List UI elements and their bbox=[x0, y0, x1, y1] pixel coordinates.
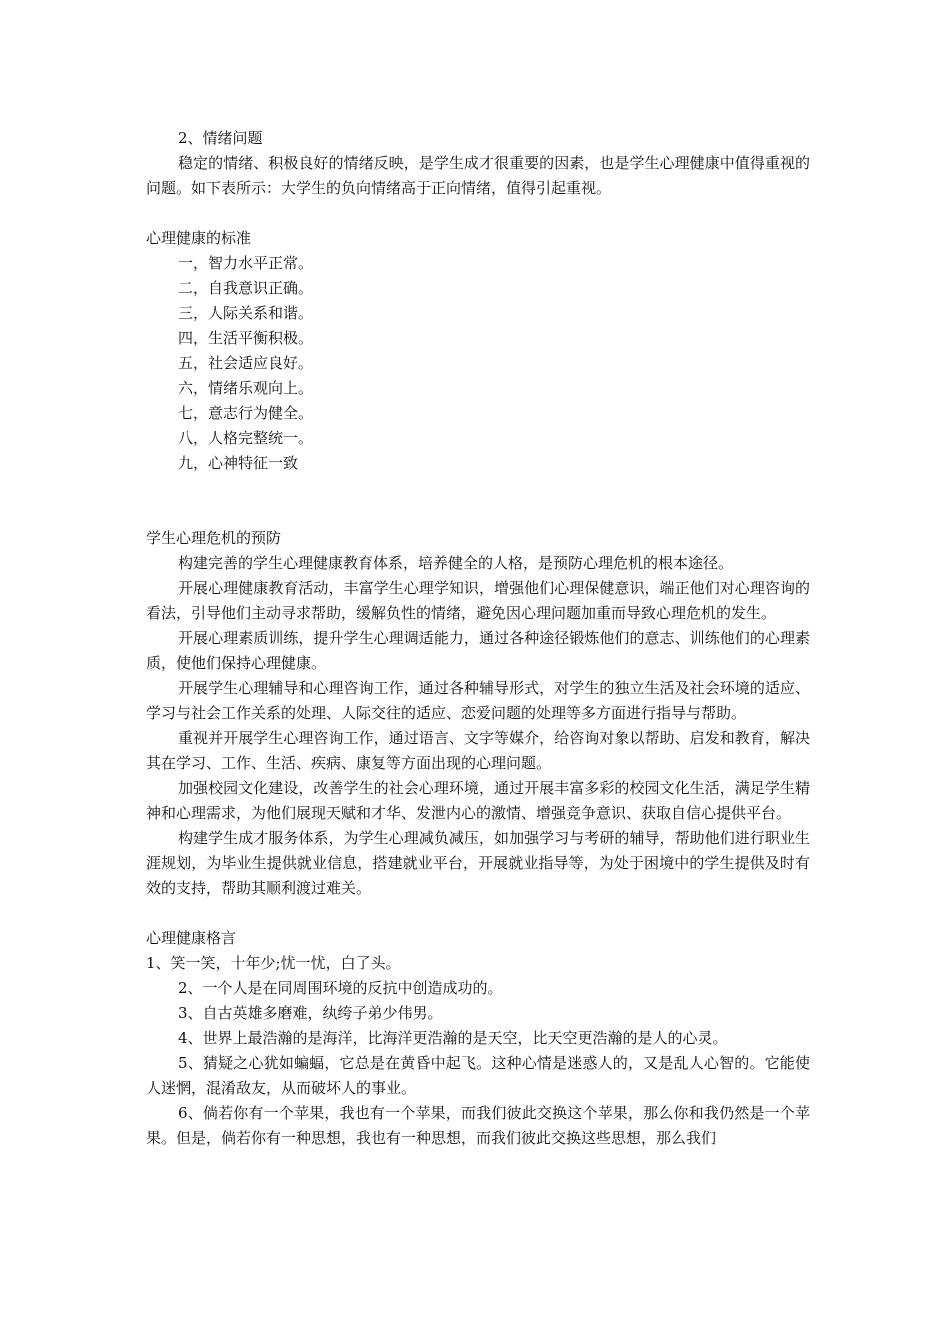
emotion-heading: 2、情绪问题 bbox=[178, 129, 263, 147]
standards-item: 六，情绪乐观向上。 bbox=[178, 379, 314, 397]
standards-item: 一，智力水平正常。 bbox=[178, 254, 314, 272]
prevention-paragraph: 重视并开展学生心理咨询工作，通过语言、文字等媒介，给咨询对象以帮助、启发和教育，解决其在学习、工作、生活、疾病、康复等方面出现的心理问题。 bbox=[146, 729, 810, 772]
prevention-paragraph: 构建完善的学生心理健康教育体系，培养健全的人格，是预防心理危机的根本途径。 bbox=[178, 554, 734, 572]
motto-item: 1、笑一笑，十年少;忧一忧，白了头。 bbox=[146, 954, 401, 972]
standards-item: 八，人格完整统一。 bbox=[178, 429, 314, 447]
standards-item: 九，心神特征一致 bbox=[178, 454, 299, 472]
mottos-heading: 心理健康格言 bbox=[146, 929, 237, 947]
prevention-paragraph: 开展心理素质训练，提升学生心理调适能力，通过各种途径锻炼他们的意志、训练他们的心理素质，使他们保持心理健康。 bbox=[146, 629, 810, 672]
standards-heading: 心理健康的标准 bbox=[146, 229, 252, 247]
motto-item: 6、倘若你有一个苹果，我也有一个苹果，而我们彼此交换这个苹果，那么你和我仍然是一个苹果。但是，倘若你有一种思想，我也有一种思想，而我们彼此交换这些思想，那么我们 bbox=[146, 1104, 810, 1147]
motto-item: 4、世界上最浩瀚的是海洋，比海洋更浩瀚的是天空，比天空更浩瀚的是人的心灵。 bbox=[178, 1029, 728, 1047]
spacer bbox=[146, 201, 810, 226]
motto-item: 3、自古英雄多磨难，纨绔子弟少伟男。 bbox=[178, 1004, 443, 1022]
standards-item: 七，意志行为健全。 bbox=[178, 404, 314, 422]
spacer bbox=[146, 476, 810, 526]
prevention-paragraph: 开展学生心理辅导和心理咨询工作，通过各种辅导形式，对学生的独立生活及社会环境的适应、学习与社会工作关系的处理、人际交往的适应、恋爱问题的处理等多方面进行指导与帮助。 bbox=[146, 679, 810, 722]
standards-item: 四，生活平衡积极。 bbox=[178, 329, 314, 347]
spacer bbox=[146, 901, 810, 926]
standards-item: 二，自我意识正确。 bbox=[178, 279, 314, 297]
prevention-paragraph: 构建学生成才服务体系，为学生心理减负减压，如加强学习与考研的辅导，帮助他们进行职业生涯规划，为毕业生提供就业信息，搭建就业平台，开展就业指导等，为处于困境中的学生提供及时有效的支持，帮助其顺利渡过难关。 bbox=[146, 829, 810, 897]
document-body bbox=[146, 126, 810, 1151]
standards-item: 五，社会适应良好。 bbox=[178, 354, 314, 372]
emotion-paragraph: 稳定的情绪、积极良好的情绪反映，是学生成才很重要的因素，也是学生心理健康中值得重视的问题。如下表所示：大学生的负向情绪高于正向情绪，值得引起重视。 bbox=[146, 154, 810, 197]
motto-item: 2、一个人是在同周围环境的反抗中创造成功的。 bbox=[178, 979, 503, 997]
prevention-paragraph: 加强校园文化建设，改善学生的社会心理环境，通过开展丰富多彩的校园文化生活，满足学生精神和心理需求，为他们展现天赋和才华、发泄内心的激情、增强竞争意识、获取自信心提供平台。 bbox=[146, 779, 810, 822]
prevention-heading: 学生心理危机的预防 bbox=[146, 529, 282, 547]
motto-item: 5、猜疑之心犹如蝙蝠，它总是在黄昏中起飞。这种心情是迷惑人的，又是乱人心智的。它能使人迷惘，混淆敌友，从而破坏人的事业。 bbox=[146, 1054, 810, 1097]
prevention-paragraph: 开展心理健康教育活动，丰富学生心理学知识，增强他们心理保健意识，端正他们对心理咨询的看法，引导他们主动寻求帮助，缓解负性的情绪，避免因心理问题加重而导致心理危机的发生。 bbox=[146, 579, 810, 622]
standards-item: 三，人际关系和谐。 bbox=[178, 304, 314, 322]
